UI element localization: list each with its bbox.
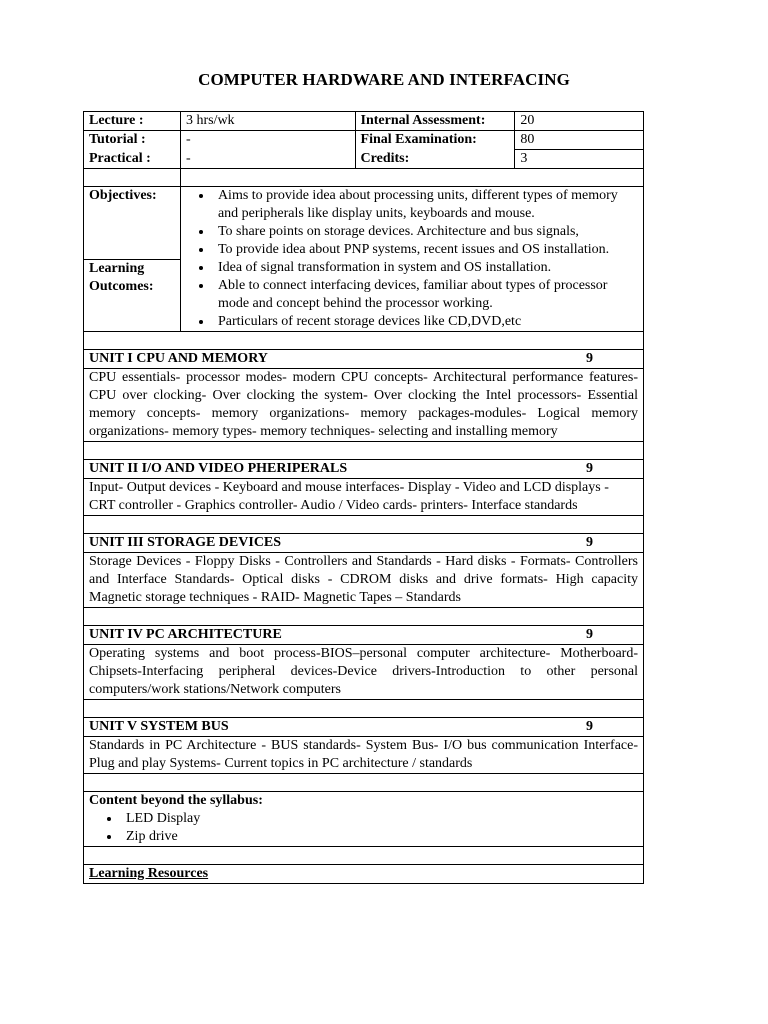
- practical-label: Practical :: [84, 150, 181, 169]
- unit-1-header: [84, 350, 644, 369]
- page-title: COMPUTER HARDWARE AND INTERFACING: [198, 70, 570, 89]
- credits-label: Credits:: [355, 150, 515, 169]
- tutorial-label: Tutorial :: [84, 131, 181, 150]
- unit-4-title: UNIT IV PC ARCHITECTURE: [89, 627, 282, 642]
- unit-4-header: [84, 626, 644, 645]
- objectives-row: [84, 187, 644, 260]
- credits-value: 3: [515, 150, 644, 169]
- outcomes-list: [186, 259, 638, 331]
- unit-5-header: [84, 718, 644, 737]
- list-item: • To provide idea about PNP systems, recent issues and OS installation.: [213, 241, 638, 259]
- list-item: • Aims to provide idea about processing units, different types of memory and peripherals like display units, keyboards and mouse.: [213, 187, 638, 223]
- list-item: • Able to connect interfacing devices, familiar about types of processor mode and concept behind the processor working.: [213, 277, 638, 313]
- unit-1-hours: 9: [586, 351, 593, 366]
- row-practical: [84, 150, 644, 169]
- lecture-label: Lecture :: [84, 112, 181, 131]
- outcomes-row: [84, 259, 644, 332]
- learning-resources-row: [84, 865, 644, 884]
- lecture-value: 3 hrs/wk: [180, 112, 355, 131]
- unit-1-title: UNIT I CPU AND MEMORY: [89, 351, 268, 366]
- list-item: • LED Display: [121, 810, 638, 828]
- tutorial-value: -: [180, 131, 355, 150]
- list-item: • To share points on storage devices. Architecture and bus signals,: [213, 223, 638, 241]
- unit-2-title: UNIT II I/O AND VIDEO PHERIPERALS: [89, 461, 348, 476]
- objectives-list: [186, 187, 638, 259]
- internal-assessment-label: Internal Assessment:: [355, 112, 515, 131]
- objectives-label: Objectives:: [84, 187, 181, 260]
- unit-2-hours: 9: [586, 461, 593, 476]
- unit-5-content: Standards in PC Architecture - BUS standards- System Bus- I/O bus communication Interface- Plug and play Systems- Current topics in PC architecture / standards: [84, 737, 644, 774]
- unit-3-header: [84, 534, 644, 553]
- list-item: • Particulars of recent storage devices like CD,DVD,etc: [213, 313, 638, 331]
- beyond-syllabus-row: [84, 792, 644, 847]
- unit-4-content: Operating systems and boot process-BIOS–personal computer architecture- Motherboard-Chipsets-Interfacing peripheral devices-Device drivers-Introduction to other personal computers/work stations/Network computers: [84, 645, 644, 700]
- unit-5-title: UNIT V SYSTEM BUS: [89, 719, 229, 734]
- syllabus-table: [83, 111, 644, 884]
- unit-3-title: UNIT III STORAGE DEVICES: [89, 535, 282, 550]
- beyond-syllabus-label: Content beyond the syllabus:: [89, 793, 263, 808]
- unit-3-content: Storage Devices - Floppy Disks - Controllers and Standards - Hard disks - Formats- Controllers and Interface Standards- Optical disks - CDROM disks and drive formats- High capacity Magnetic storage techniques - RAID- Magnetic Tapes – Standards: [84, 553, 644, 608]
- list-item: • Idea of signal transformation in system and OS installation.: [213, 259, 638, 277]
- unit-2-content: Input- Output devices - Keyboard and mouse interfaces- Display - Video and LCD displays - CRT controller - Graphics controller- Audio / Video cards- printers- Interface standards: [84, 479, 644, 516]
- row-tutorial: [84, 131, 644, 150]
- internal-assessment-value: 20: [515, 112, 644, 131]
- learning-outcomes-label: Learning Outcomes:: [84, 259, 181, 332]
- practical-value: -: [180, 150, 355, 169]
- unit-2-header: [84, 460, 644, 479]
- unit-1-content: CPU essentials- processor modes- modern CPU concepts- Architectural performance features- CPU over clocking- Over clocking the system- Over clocking the Intel processors- Essential memory concepts- memory organizations- memory packages-modules- Logical memory organizations- memory types- memory techniques- selecting and installing memory: [84, 369, 644, 442]
- row-lecture: [84, 112, 644, 131]
- unit-3-hours: 9: [586, 535, 593, 550]
- unit-4-hours: 9: [586, 627, 593, 642]
- learning-resources-label: Learning Resources: [89, 866, 209, 881]
- list-item: • Zip drive: [121, 828, 638, 846]
- beyond-syllabus-list: [89, 810, 638, 846]
- final-examination-label: Final Examination:: [355, 131, 515, 150]
- unit-5-hours: 9: [586, 719, 593, 734]
- final-examination-value: 80: [515, 131, 644, 150]
